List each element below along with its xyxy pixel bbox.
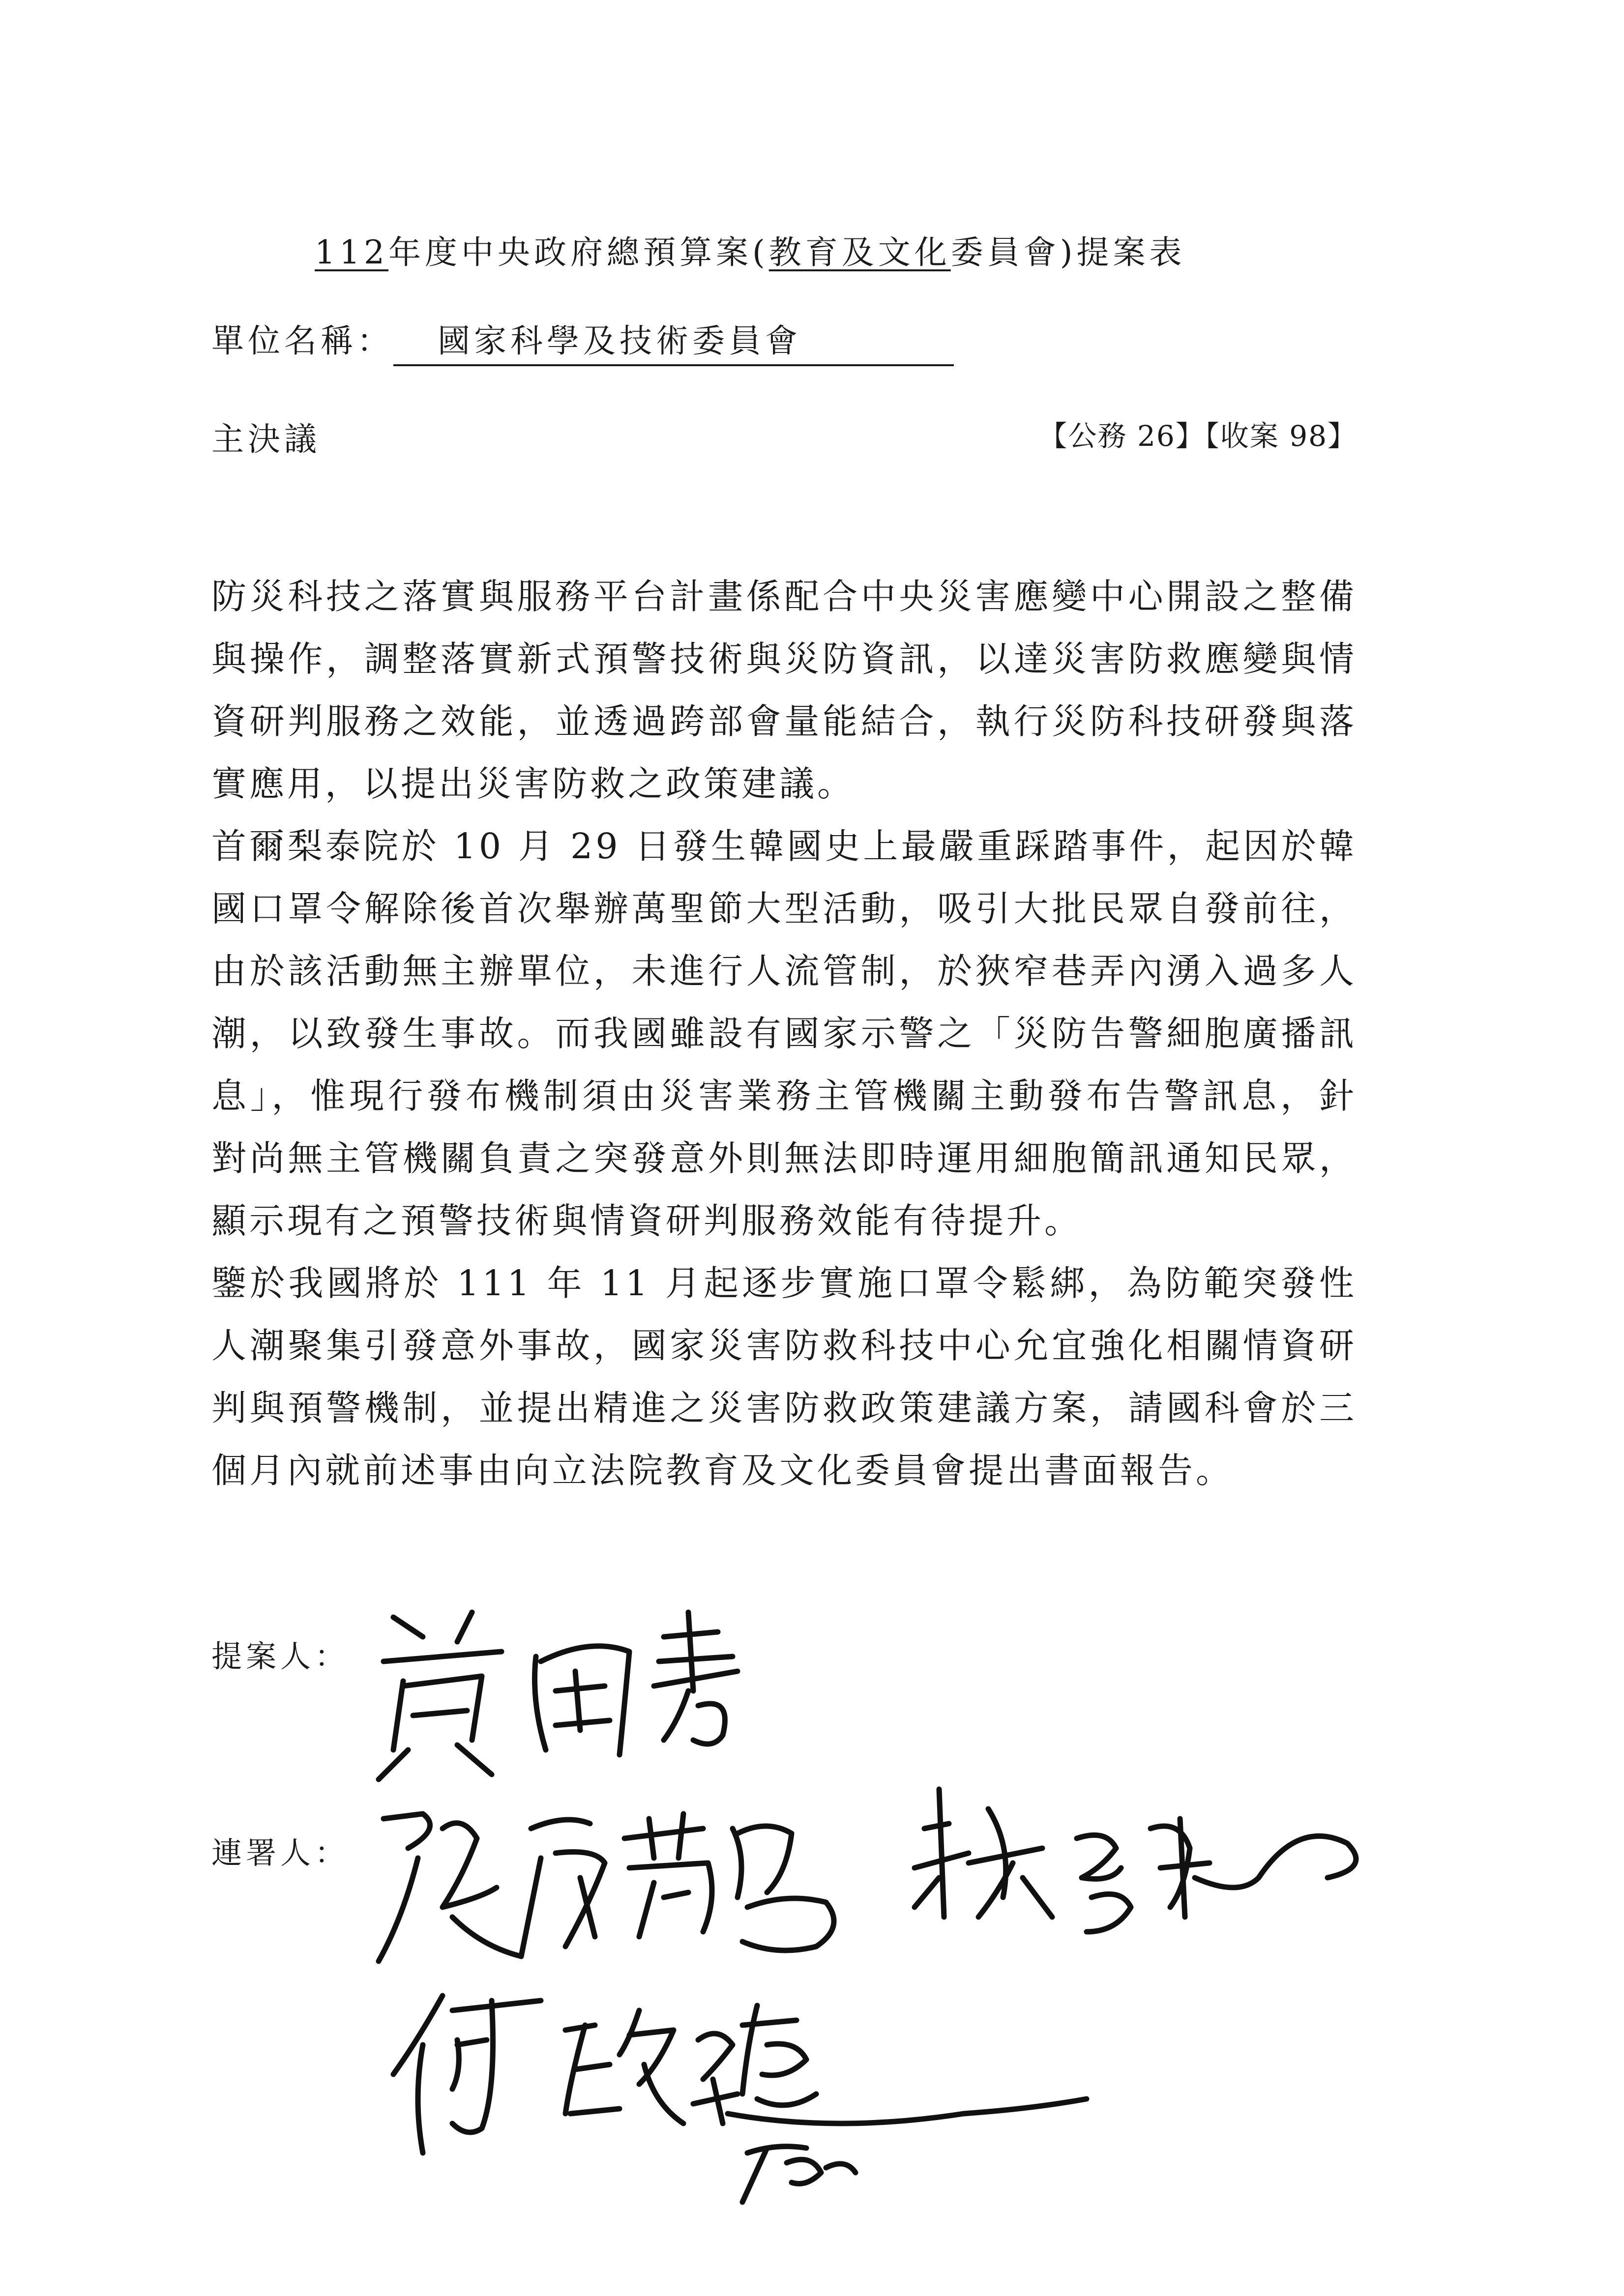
case-reference: 【公務 26】【收案 98】 xyxy=(1038,419,1357,453)
paragraph-2: 首爾梨泰院於 10 月 29 日發生韓國史上最嚴重踩踏事件，起因於韓國口罩令解除後首次舉辦萬聖節大型活動，吸引大批民眾自發前往，由於該活動無主辦單位，未進行人流管制，於狹窄巷弄內湧入過多人潮，以致發生事故。而我國雖設有國家示警之「災防告警細胞廣播訊息」，惟現行發布機制須由災害業務主管機關主動發布告警訊息，針對尚無主管機關負責之突發意外則無法即時運用細胞簡訊通知民眾，顯示現有之預警技術與情資研判服務效能有待提升。 xyxy=(211,826,1357,1241)
unit-value: 國家科學及技術委員會 xyxy=(393,315,954,366)
cosigner-label: 連署人： xyxy=(211,1835,350,1871)
cosigner-signature-3 xyxy=(393,1996,1087,2202)
document-title xyxy=(315,226,1347,273)
decision-row xyxy=(211,413,1357,460)
title-middle: 年度中央政府總預算案( xyxy=(388,233,769,271)
proposer-signature xyxy=(379,1612,738,1779)
committee-name: 教育及文化 xyxy=(768,233,951,271)
cosigner-signature-2 xyxy=(915,1789,1356,1932)
cosigner-signature-1 xyxy=(379,1814,834,1961)
unit-row xyxy=(211,315,954,366)
paragraph-1: 防災科技之落實與服務平台計畫係配合中央災害應變中心開設之整備與操作，調整落實新式預警技術與災防資訊，以達災害防救應變與情資研判服務之效能，並透過跨部會量能結合，執行災防科技研發與落實應用，以提出災害防救之政策建議。 xyxy=(211,576,1357,804)
proposer-label: 提案人： xyxy=(211,1638,350,1674)
unit-label: 單位名稱： xyxy=(211,322,393,360)
decision-label: 主決議 xyxy=(211,420,321,458)
budget-year: 112 xyxy=(315,233,388,271)
proposal-body xyxy=(211,565,1357,1502)
paragraph-3: 鑒於我國將於 111 年 11 月起逐步實施口罩令鬆綁，為防範突發性人潮聚集引發意外事故，國家災害防救科技中心允宜強化相關情資研判與預警機制，並提出精進之災害防救政策建議方案，請國科會於三個月內就前述事由向立法院教育及文化委員會提出書面報告。 xyxy=(211,1263,1357,1491)
title-end: 委員會)提案表 xyxy=(950,233,1186,271)
